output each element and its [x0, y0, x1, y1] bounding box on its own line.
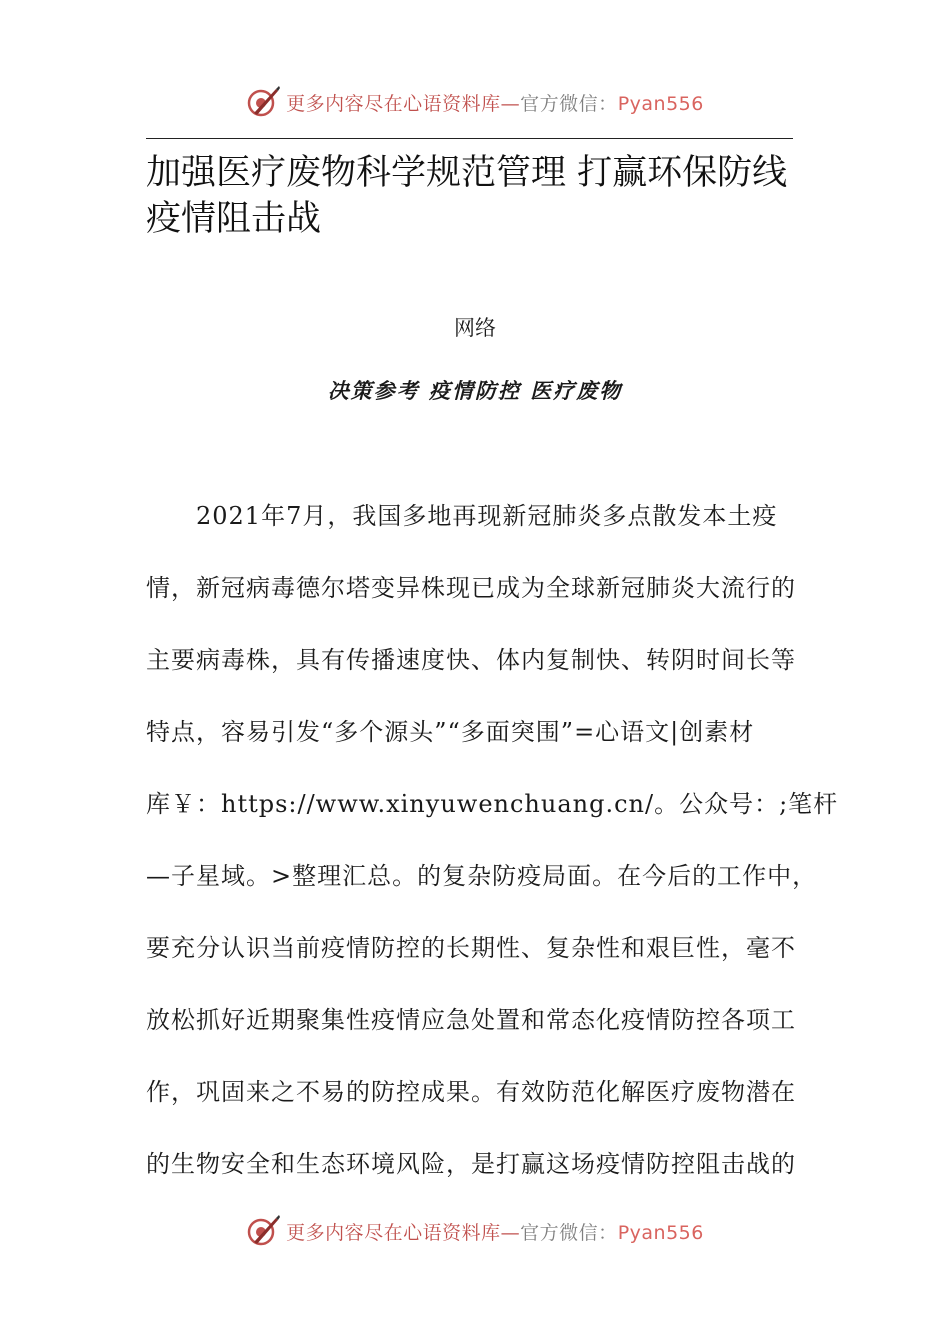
banner-wechat-id: Pyan556	[617, 92, 704, 115]
body-line: 主要病毒株，具有传播速度快、体内复制快、转阴时间长等	[146, 646, 796, 674]
banner-official-label: 官方微信：	[520, 1221, 618, 1244]
header-banner	[0, 82, 950, 122]
body-line: 放松抓好近期聚集性疫情应急处置和常态化疫情防控各项工	[146, 1006, 796, 1034]
body-line: 特点，容易引发“多个源头”“多面突围”=心语文|创素材	[146, 718, 755, 746]
banner-dash: —	[500, 1221, 521, 1244]
pen-logo-icon	[246, 1214, 280, 1248]
body-line: 的生物安全和生态环境风险，是打赢这场疫情防控阻击战的	[146, 1150, 796, 1178]
title-line-1: 加强医疗废物科学规范管理 打赢环保防线	[146, 153, 788, 193]
body-line: 情，新冠病毒德尔塔变异株现已成为全球新冠肺炎大流行的	[146, 574, 796, 602]
body-line: 作，巩固来之不易的防控成果。有效防范化解医疗废物潜在	[146, 1078, 796, 1106]
body-line: 要充分认识当前疫情防控的长期性、复杂性和艰巨性，毫不	[146, 934, 796, 962]
body-line: —子星域。>整理汇总。的复杂防疫局面。在今后的工作中，	[146, 862, 818, 890]
body-line: 库￥：https://www.xinyuwenchuang.cn/。公众号：;笔杆	[146, 790, 839, 818]
banner-official-label: 官方微信：	[520, 92, 618, 115]
title-line-2: 疫情阻击战	[146, 199, 322, 239]
banner-main-text: 更多内容尽在心语资料库	[286, 1221, 501, 1244]
body-text	[146, 480, 839, 1200]
banner-main-text: 更多内容尽在心语资料库	[286, 92, 501, 115]
footer-banner	[0, 1211, 950, 1251]
banner-dash: —	[500, 92, 521, 115]
body-line: 2021年7月，我国多地再现新冠肺炎多点散发本土疫	[146, 502, 778, 530]
banner-wechat-id: Pyan556	[617, 1221, 704, 1244]
header-divider	[146, 138, 793, 139]
source-label: 网络	[454, 316, 496, 340]
keywords-label: 决策参考 疫情防控 医疗废物	[327, 378, 623, 403]
page-title	[146, 150, 806, 242]
pen-logo-icon	[246, 85, 280, 119]
